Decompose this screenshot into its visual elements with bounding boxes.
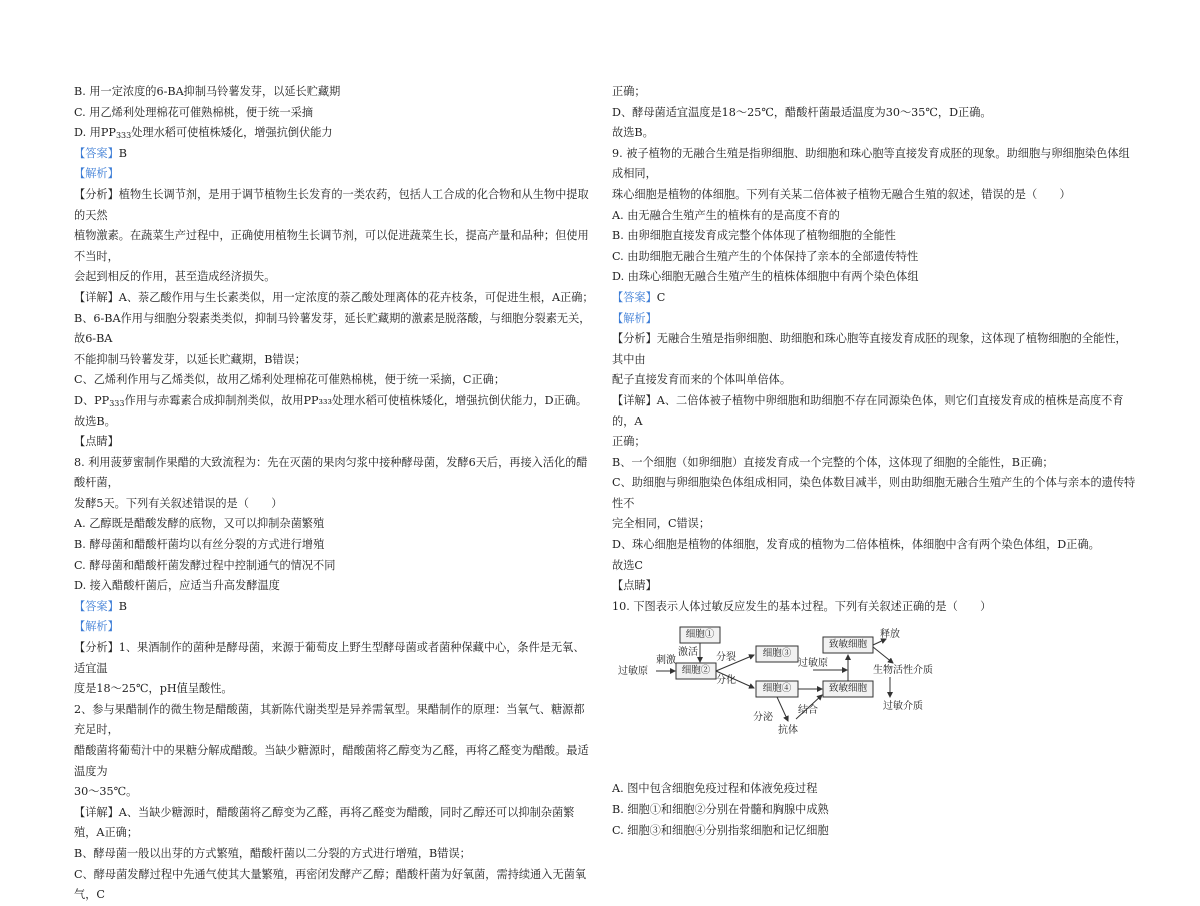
label-differentiate: 分化 — [716, 675, 736, 687]
text-line: 发酵5天。下列有关叙述错误的是（ ） — [74, 496, 283, 510]
section-tag: 【答案】 — [612, 290, 657, 304]
text-line: 2、参与果醋制作的微生物是醋酸菌，其新陈代谢类型是异养需氧型。果醋制作的原理：当氧气、糖源都充足时， — [74, 702, 585, 737]
text-line — [74, 164, 594, 185]
text-line — [612, 309, 1136, 330]
text-line: 配子直接发育而来的个体叫单倍体。 — [612, 373, 792, 387]
text-line: B. 由卵细胞直接发育成完整个体体现了植物细胞的全能性 — [612, 229, 896, 243]
text-line: 【分析】无融合生殖是指卵细胞、助细胞和珠心胞等直接发育成胚的现象，这体现了植物细胞的全能性，其中由 — [612, 332, 1127, 366]
text-line: 故选C — [612, 558, 643, 572]
text-line: 珠心细胞是植物的体细胞。下列有关某二倍体被子植物无融合生殖的叙述，错误的是（ ） — [612, 187, 1071, 201]
text-line: 故选B。 — [74, 414, 116, 428]
section-text: B — [118, 599, 127, 613]
section-tag: 【解析】 — [612, 311, 657, 325]
right-column-bottom — [612, 779, 1136, 841]
text-line: D、酵母菌适宜温度是18～25℃，醋酸杆菌最适温度为30～35℃，D正确。 — [612, 105, 992, 119]
section-tag: 【解析】 — [74, 620, 119, 634]
text-line: B、6-BA作用与细胞分裂素类类似，抑制马铃薯发芽，延长贮藏期的激素是脱落酸，与细胞分裂素无关，故6-BA — [74, 311, 591, 346]
text-line: 【分析】1、果酒制作的菌种是酵母菌，来源于葡萄皮上野生型酵母菌或者菌种保藏中心，条件是无氧、适宜温 — [74, 641, 585, 675]
allergy-process-diagram — [618, 625, 948, 771]
label-combine: 结合 — [798, 705, 818, 717]
text-line: 【详解】A、当缺少糖源时，醋酸菌将乙醇变为乙醛，再将乙醛变为醋酸，同时乙醇还可以抑制杂菌繁殖，A正确； — [74, 805, 575, 840]
label-secrete: 分泌 — [753, 712, 773, 724]
text-line: C. 酵母菌和醋酸杆菌发酵过程中控制通气的情况不同 — [74, 558, 336, 572]
line-text-post: 处理水稻可使植株矮化，增强抗倒伏能力 — [131, 126, 333, 140]
line-text-sub: 333 — [109, 398, 125, 408]
text-line: 不能抑制马铃薯发芽，以延长贮藏期，B错误； — [74, 352, 306, 366]
box-cell-1: 细胞① — [685, 629, 715, 641]
text-line: A. 乙醇既是醋酸发酵的底物，又可以抑制杂菌繁殖 — [74, 517, 325, 531]
line-text-post: 作用与赤霉素合成抑制剂类似，故用PP₃₃₃处理水稻可使植株矮化，增强抗倒伏能力，D正确。 — [124, 393, 588, 407]
text-line: 10. 下图表示人体过敏反应发生的基本过程。下列有关叙述正确的是（ ） — [612, 599, 992, 613]
text-line — [612, 288, 1136, 309]
text-line: B. 用一定浓度的6-BA抑制马铃薯发芽，以延长贮藏期 — [74, 85, 341, 98]
text-line: 8. 利用菠萝蜜制作果醋的大致流程为：先在灭菌的果肉匀浆中接种酵母菌，发酵6天后，再接入活化的醋酸杆菌， — [74, 455, 588, 490]
text-line: D. 由珠心细胞无融合生殖产生的植株体细胞中有两个染色体组 — [612, 270, 919, 284]
diagram-arrows — [618, 625, 948, 771]
label-bioactive-mediator: 生物活性介质 — [873, 665, 933, 677]
line-text-pre: D、PP — [74, 393, 110, 407]
right-column — [612, 82, 1136, 841]
text-line: B. 细胞①和细胞②分别在骨髓和胸腺中成熟 — [612, 803, 829, 817]
section-text: C — [656, 290, 666, 304]
box-cell-3: 细胞③ — [762, 648, 792, 660]
text-line: 9. 被子植物的无融合生殖是指卵细胞、助细胞和珠心胞等直接发育成胚的现象。助细胞与卵细胞染色体组成相同， — [612, 146, 1130, 181]
text-line: 【分析】植物生长调节剂，是用于调节植物生长发育的一类农药，包括人工合成的化合物和从生物中提取的天然 — [74, 187, 589, 222]
text-line: C、助细胞与卵细胞染色体组成相同，染色体数目减半，则由助细胞无融合生殖产生的个体与亲本的遗传特性不 — [612, 476, 1136, 510]
label-allergy-mediator: 过敏介质 — [883, 701, 923, 713]
text-line: 正确； — [612, 435, 646, 449]
text-line: 会起到相反的作用，甚至造成经济损失。 — [74, 270, 276, 284]
label-divide: 分裂 — [716, 652, 736, 664]
text-line: B. 酵母菌和醋酸杆菌均以有丝分裂的方式进行增殖 — [74, 538, 325, 552]
text-line: 【点睛】 — [74, 435, 119, 449]
text-line — [74, 123, 594, 144]
section-text: B — [118, 146, 127, 160]
text-line: A. 图中包含细胞免疫过程和体液免疫过程 — [612, 782, 818, 796]
label-activate: 激活 — [678, 647, 698, 659]
right-column-top — [612, 82, 1136, 617]
label-release: 释放 — [880, 629, 900, 641]
line-text-sub: 333 — [115, 131, 132, 141]
text-line: 【详解】A、二倍体被子植物中卵细胞和助细胞不存在同源染色体，则它们直接发育成的植株是高度不育的，A — [612, 393, 1124, 428]
text-line — [74, 597, 594, 618]
text-line: 正确； — [612, 85, 646, 98]
text-line: 醋酸菌将葡萄汁中的果糖分解成醋酸。当缺少糖源时，醋酸菌将乙醇变为乙醛，再将乙醛变为醋酸。最适温度为 — [74, 744, 589, 778]
text-line: C. 细胞③和细胞④分别指浆细胞和记忆细胞 — [612, 823, 829, 837]
text-line: C. 用乙烯利处理棉花可催熟棉桃，便于统一采摘 — [74, 105, 314, 119]
box-sensitized-bottom: 致敏细胞 — [828, 683, 867, 695]
text-line: A. 由无融合生殖产生的植株有的是高度不育的 — [612, 208, 840, 222]
section-tag: 【答案】 — [74, 146, 119, 160]
text-line: D、珠心细胞是植物的体细胞，发育成的植物为二倍体植株，体细胞中含有两个染色体组，D正确。 — [612, 538, 1100, 552]
text-line — [74, 617, 594, 638]
text-line: C. 由助细胞无融合生殖产生的个体保持了亲本的全部遗传特性 — [612, 249, 919, 263]
line-text-pre: D. 用PP — [74, 126, 116, 140]
text-line: C、酵母菌发酵过程中先通气使其大量繁殖，再密闭发酵产乙醇；醋酸杆菌为好氧菌，需持续通入无菌氧气，C — [74, 867, 587, 902]
text-line: B、一个细胞（如卵细胞）直接发育成一个完整的个体，这体现了细胞的全能性，B正确； — [612, 455, 1054, 469]
box-cell-4: 细胞④ — [762, 683, 792, 695]
text-line: B、酵母菌一般以出芽的方式繁殖，醋酸杆菌以二分裂的方式进行增殖，B错误； — [74, 846, 471, 860]
label-allergen-left: 过敏原 — [618, 666, 648, 678]
box-sensitized-top: 致敏细胞 — [828, 639, 867, 651]
text-line — [74, 391, 594, 412]
text-line: 【详解】A、萘乙酸作用与生长素类似，用一定浓度的萘乙酸处理离体的花卉枝条，可促进生根，A正确； — [74, 290, 594, 304]
text-line: 30～35℃。 — [74, 785, 138, 799]
label-stimulate: 刺激 — [656, 655, 676, 667]
text-line: 故选B。 — [612, 126, 654, 140]
label-allergen-mid: 过敏原 — [798, 658, 828, 670]
section-tag: 【解析】 — [74, 167, 119, 181]
text-line: 度是18～25℃，pH值呈酸性。 — [74, 682, 233, 696]
text-line: C、乙烯利作用与乙烯类似，故用乙烯利处理棉花可催熟棉桃，便于统一采摘，C正确； — [74, 373, 506, 387]
section-tag: 【答案】 — [74, 599, 119, 613]
label-antibody: 抗体 — [778, 725, 798, 737]
box-cell-2: 细胞② — [681, 665, 711, 677]
left-column — [74, 82, 594, 906]
text-line: 【点睛】 — [612, 579, 657, 593]
text-line — [74, 144, 594, 165]
text-line: 植物激素。在蔬菜生产过程中，正确使用植物生长调节剂，可以促进蔬菜生长，提高产量和品种；但使用不当时， — [74, 229, 589, 263]
text-line: 完全相同，C错误； — [612, 517, 711, 531]
text-line: D. 接入醋酸杆菌后，应适当升高发酵温度 — [74, 579, 280, 593]
